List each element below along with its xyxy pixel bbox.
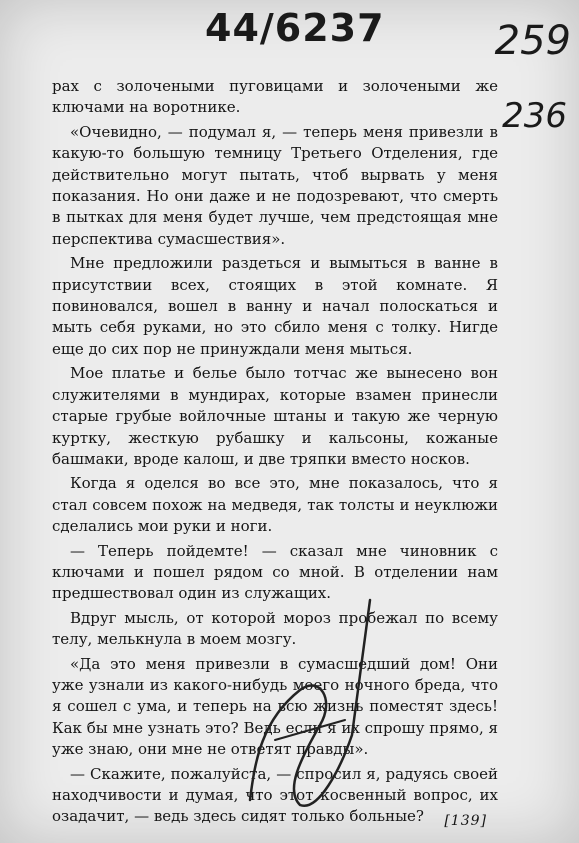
paragraph: «Очевидно, — подумал я, — теперь меня привезли в какую-то большую темницу Третьего Отделения, где действительно могут пытать, чтоб вырвать у меня показания. Но они даже и не подозревают, что смерть в пытках для меня будет лучше, чем предстоящая мне перспектива сумасшествия». bbox=[52, 122, 498, 248]
handwritten-page-mark-top: 259 bbox=[494, 18, 571, 64]
paragraph: Вдруг мысль, от которой мороз пробежал по всему телу, мелькнула в моем мозгу. bbox=[52, 608, 498, 649]
paragraph: рах с золочеными пуговицами и золочеными же ключами на воротнике. bbox=[52, 77, 498, 117]
handwritten-page-mark-side: 236 bbox=[502, 96, 567, 136]
paragraph: Когда я оделся во все это, мне показалось, что я стал совсем похож на медведя, так толсты и неуклюжи сделались мои руки и ноги. bbox=[52, 474, 498, 536]
paragraph: Мне предложили раздеться и вымыться в ванне в присутствии всех, стоящих в этой комнате. Я повиновался, вошел в ванну и начал полоскаться и мыть себя руками, но это сбило меня с толку. Нигде еще до сих пор не принуждали меня мыться. bbox=[52, 254, 498, 358]
paragraph: — Скажите, пожалуйста, — спросил я, радуясь своей находчивости и думая, что этот косвенный вопрос, их озадачит, — ведь здесь сидят только больные? bbox=[52, 764, 498, 826]
paragraph: Мое платье и белье было тотчас же вынесено вон служителями в мундирах, которые взамен принесли старые грубые войлочные штаны и такую же черную куртку, жесткую рубашку и кальсоны, кожаные башмаки, вроде калош, и две тряпки вместо носков. bbox=[52, 364, 498, 468]
page-number: [139] bbox=[444, 813, 487, 829]
body-text bbox=[52, 76, 498, 831]
archive-number-stamp: 44/6237 bbox=[205, 6, 385, 50]
paragraph: — Теперь пойдемте! — сказал мне чиновник с ключами и пошел рядом со мной. В отделении нам предшествовал один из служащих. bbox=[52, 541, 498, 603]
paragraph: «Да это меня привезли в сумасшедший дом! Они уже узнали из какого-нибудь моего ночного бреда, что я сошел с ума, и теперь на всю жизнь поместят здесь! Как бы мне узнать это? Ведь если я их спрошу прямо, я уже знаю, они мне не ответят правды». bbox=[52, 654, 498, 759]
